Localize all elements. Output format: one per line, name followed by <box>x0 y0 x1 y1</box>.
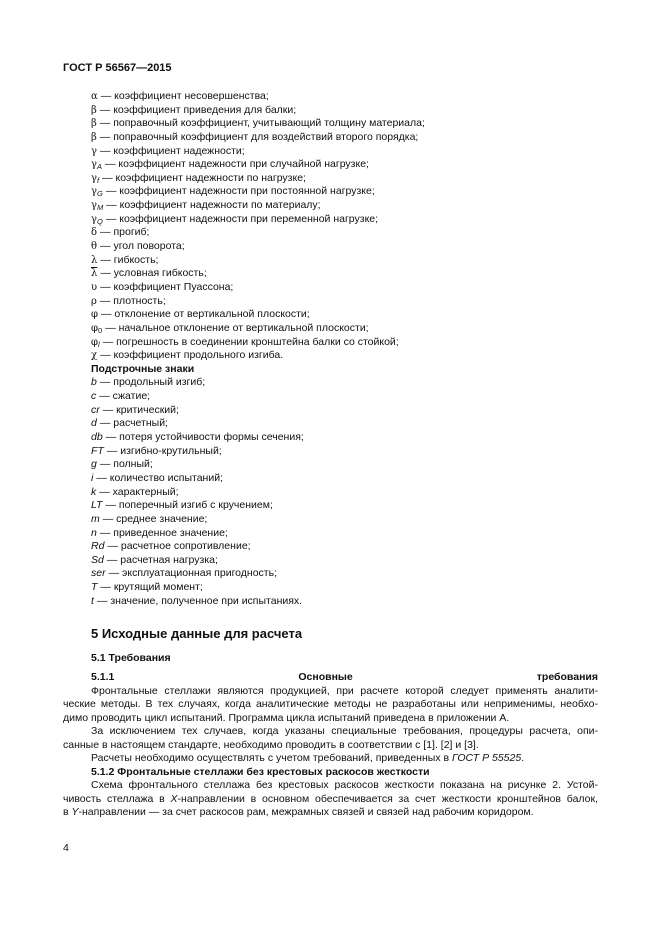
subscript-entry <box>91 567 425 581</box>
paragraph-4-text: в <box>63 806 72 819</box>
subscript-description: — продольный изгиб; <box>99 376 206 389</box>
symbol: γ <box>91 145 97 157</box>
subscript-entry <box>91 581 425 595</box>
subscript-description: — характерный; <box>99 485 179 498</box>
paragraph-3-end: . <box>521 752 525 765</box>
subscript-description: — среднее значение; <box>102 512 208 525</box>
subscript-symbol: ser <box>91 567 106 580</box>
symbol-letter: γ <box>91 200 97 212</box>
paragraph-4-text: -направлении — за счет раскосов рам, межрамных связей и связей над рабочим коридором. <box>78 806 534 819</box>
subscript-symbol: LT <box>91 499 103 512</box>
symbol-entry <box>91 158 425 172</box>
symbol-subscript: l <box>98 339 100 349</box>
symbol: λ <box>91 254 98 266</box>
symbol-letter: γ <box>91 186 97 198</box>
subscript-description: — расчетное сопротивление; <box>107 540 251 553</box>
symbol-subscript: A <box>96 162 102 172</box>
symbol <box>91 173 99 184</box>
paragraph-4-text: чивость стеллажа в <box>63 792 171 805</box>
symbol: β <box>91 104 97 116</box>
symbol-description: — погрешность в соединении кронштейна балки со стойкой; <box>102 335 399 348</box>
subscript-symbol: g <box>91 458 97 471</box>
symbol-letter: φ <box>91 322 99 334</box>
symbol-entry <box>91 145 425 159</box>
symbol-letter: φ <box>91 336 99 348</box>
y-axis-label: Y <box>71 806 79 819</box>
symbol-description: — коэффициент надежности по нагрузке; <box>102 171 306 184</box>
subscript-entry <box>91 472 425 486</box>
symbol-entry <box>91 199 425 213</box>
symbol-entry <box>91 226 425 240</box>
subscript-symbol: m <box>91 512 100 525</box>
subscript-entry <box>91 404 425 418</box>
symbol-entry <box>91 322 425 336</box>
subscript-symbol: b <box>91 376 97 389</box>
symbol-description: — поправочный коэффициент для воздействий второго порядка; <box>99 130 419 143</box>
symbol-entry <box>91 172 425 186</box>
symbol-description: — коэффициент несовершенства; <box>100 90 269 102</box>
subscript-entry <box>91 540 425 554</box>
section-5-body <box>63 671 598 820</box>
paragraph-2-line: За исключением тех случаев, когда указаны специальные требования, процедуры расчета, опи- <box>91 725 598 738</box>
subscript-description: — расчетный; <box>99 417 168 430</box>
symbol-entry <box>91 185 425 199</box>
subscript-entry <box>91 527 425 541</box>
symbol-entry <box>91 336 425 350</box>
symbol: υ <box>91 281 98 293</box>
paragraph-4-line: Схема фронтального стеллажа без крестовых раскосов жесткости показана на рисунке 2. Устой- <box>91 779 598 792</box>
symbol-subscript: f <box>96 175 100 185</box>
subscript-entry <box>91 513 425 527</box>
section-5-1-1-heading: 5.1.1 Основные требования <box>91 671 598 684</box>
subscript-symbol: T <box>91 581 98 594</box>
symbol: α <box>91 91 98 102</box>
symbol <box>91 214 103 225</box>
symbol: θ <box>91 241 98 253</box>
symbol-letter: γ <box>91 172 97 184</box>
subscript-description: — поперечный изгиб с кручением; <box>105 499 273 512</box>
symbol-description: — коэффициент продольного изгиба. <box>100 349 284 362</box>
paragraph-4-line <box>63 806 598 820</box>
subscript-description: — эксплуатационная пригодность; <box>108 567 277 580</box>
symbol-overlined: $\overline{\lambda}$ <box>91 268 98 280</box>
document-header: ГОСТ Р 56567—2015 <box>63 62 172 74</box>
symbol-description: — угол поворота; <box>100 240 185 253</box>
subscript-symbol: Sd <box>91 553 104 566</box>
subscript-description: — сжатие; <box>99 390 151 403</box>
subscript-entry <box>91 595 425 609</box>
subscript-symbol: db <box>91 431 103 444</box>
symbol-entry <box>91 295 425 309</box>
paragraph-1-line: Фронтальные стеллажи являются продукцией, при расчете которой следует применять аналити- <box>91 684 598 697</box>
symbol-entry <box>91 281 425 295</box>
paragraph-1-line: ческие методы. В тех случаях, когда аналитические методы не разработаны или неприменимы, необхо- <box>63 698 598 711</box>
section-5-heading: 5 Исходные данные для расчета <box>91 626 303 641</box>
symbol: χ <box>91 350 98 362</box>
symbol-description: — прогиб; <box>100 226 150 239</box>
subscript-entry <box>91 376 425 390</box>
symbols-list <box>91 90 425 608</box>
subscript-description: — приведенное значение; <box>99 526 228 539</box>
symbol: β <box>91 118 97 130</box>
symbol-entry <box>91 104 425 118</box>
symbol-letter: γ <box>91 213 97 225</box>
symbol: δ <box>91 227 98 239</box>
symbol-subscript: M <box>96 203 104 213</box>
paragraph-3 <box>63 752 598 766</box>
symbol-subscript: G <box>96 189 103 199</box>
subscript-description: — изгибно-крутильный; <box>106 444 222 457</box>
symbol: ρ <box>91 295 97 307</box>
paragraph-4-text: -направлении в основном обеспечивается за счет жесткости кронштейнов балок, <box>177 792 599 805</box>
subscript-symbol: i <box>91 471 94 484</box>
subscript-symbol: n <box>91 526 97 539</box>
symbol-description: — коэффициент приведения для балки; <box>99 103 297 116</box>
symbol-entry <box>91 90 425 104</box>
subscript-entry <box>91 499 425 513</box>
section-5-1-heading: 5.1 Требования <box>91 652 171 664</box>
symbol <box>91 323 102 334</box>
page-number: 4 <box>63 842 69 854</box>
symbol-description: — условная гибкость; <box>100 267 207 280</box>
symbol-description: — отклонение от вертикальной плоскости; <box>101 308 310 321</box>
x-axis-label: X <box>170 792 178 805</box>
symbol-entry <box>91 240 425 254</box>
subscript-description: — количество испытаний; <box>96 471 223 484</box>
subscript-symbol: c <box>91 390 97 403</box>
symbol-entry <box>91 213 425 227</box>
symbol-entry <box>91 267 425 281</box>
subscript-entry <box>91 486 425 500</box>
subscript-description: — расчетная нагрузка; <box>106 553 218 566</box>
paragraph-3-text: Расчеты необходимо осуществлять с учетом требований, приведенных в <box>91 752 452 765</box>
paragraph-4-line <box>63 793 598 807</box>
symbol <box>91 337 100 348</box>
subscript-entry <box>91 458 425 472</box>
subscript-symbol: cr <box>91 403 100 416</box>
subscript-description: — значение, полученное при испытаниях. <box>96 594 303 607</box>
symbol-entry <box>91 117 425 131</box>
subscript-symbol: k <box>91 485 97 498</box>
subscript-symbol: FT <box>91 444 104 457</box>
symbol-description: — коэффициент надежности; <box>99 144 245 157</box>
subscript-description: — полный; <box>99 458 153 471</box>
symbol-description: — поправочный коэффициент, учитывающий толщину материала; <box>99 117 425 130</box>
symbol: β <box>91 131 97 143</box>
symbol-description: — гибкость; <box>100 253 159 266</box>
subscript-symbol: d <box>91 417 97 430</box>
symbol-description: — коэффициент надежности при случайной нагрузке; <box>105 158 369 171</box>
section-5-1-2-heading: 5.1.2 Фронтальные стеллажи без крестовых раскосов жесткости <box>91 765 430 778</box>
paragraph-1-line: димо проводить цикл испытаний. Программа цикла испытаний приведена в приложении А. <box>63 711 510 724</box>
subscript-symbol: t <box>91 594 94 607</box>
subscript-entry <box>91 417 425 431</box>
symbol-description: — коэффициент Пуассона; <box>100 280 234 293</box>
symbol-description: — начальное отклонение от вертикальной плоскости; <box>105 321 369 334</box>
symbol-entry <box>91 349 425 363</box>
symbol-letter: γ <box>91 159 97 171</box>
symbol-description: — коэффициент надежности при постоянной нагрузке; <box>105 185 375 198</box>
symbol-description: — плотность; <box>99 294 166 307</box>
subscript-entry <box>91 554 425 568</box>
subscript-description: — потеря устойчивости формы сечения; <box>105 431 304 444</box>
symbol-entry <box>91 254 425 268</box>
subscript-description: — крутящий момент; <box>100 581 203 594</box>
symbol-subscript: Q <box>96 216 103 226</box>
symbol-entry <box>91 131 425 145</box>
standard-reference: ГОСТ Р 55525 <box>451 752 522 765</box>
symbol-description: — коэффициент надежности по материалу; <box>106 199 321 212</box>
symbol-description: — коэффициент надежности при переменной нагрузке; <box>105 212 379 225</box>
subscript-entry <box>91 445 425 459</box>
symbol: φ <box>91 309 99 321</box>
subscript-entry <box>91 431 425 445</box>
paragraph-2-line: санные в настоящем стандарте, необходимо проводить в соответствии с [1]. [2] и [3]. <box>63 738 479 751</box>
symbol <box>91 200 103 211</box>
subscript-description: — критический; <box>102 403 179 416</box>
symbol-subscript: 0 <box>98 325 103 335</box>
symbol <box>91 186 103 197</box>
subscript-symbol: Rd <box>91 540 105 553</box>
symbol <box>91 159 102 170</box>
subscripts-heading: Подстрочные знаки <box>91 362 195 375</box>
subscript-entry <box>91 390 425 404</box>
symbol-entry <box>91 308 425 322</box>
